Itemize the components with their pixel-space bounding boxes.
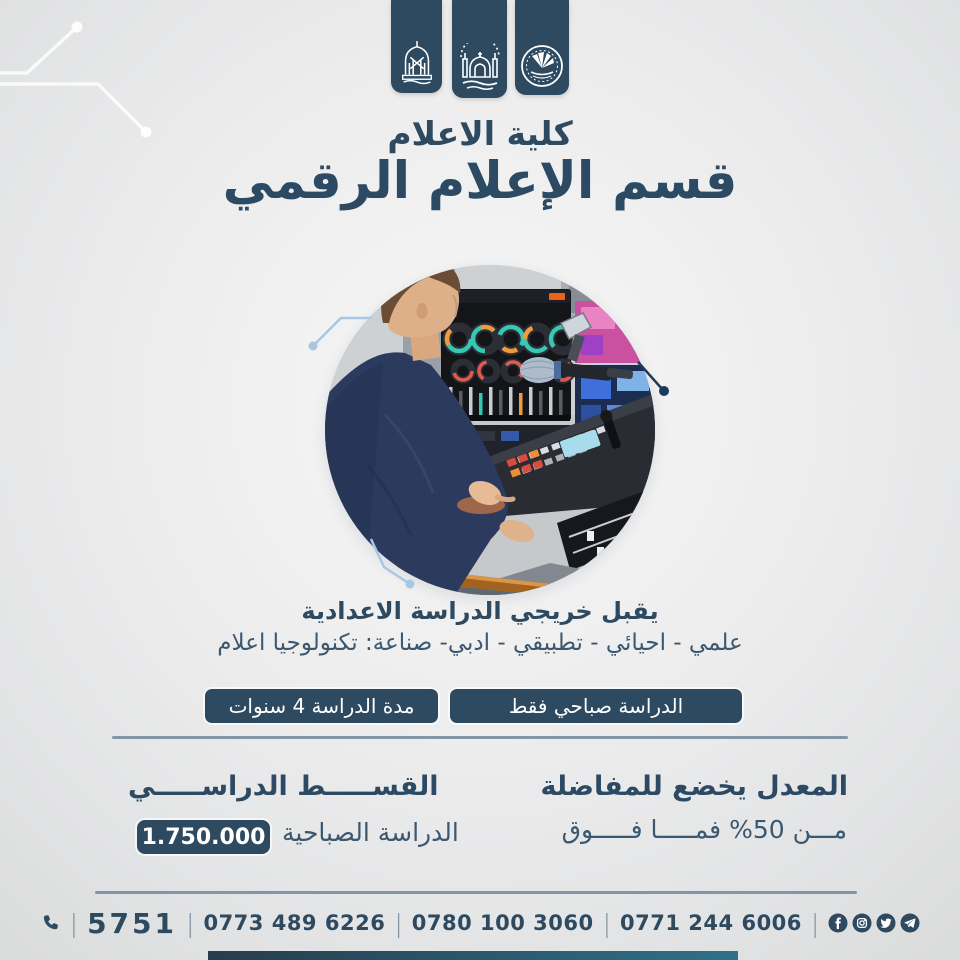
shrine-logo-icon (396, 40, 438, 86)
divider-top (112, 736, 848, 739)
gpa-title: المعدل يخضع للمفاضلة (540, 771, 848, 802)
badge-1 (391, 0, 442, 93)
contact-bar (0, 902, 960, 944)
mosque-logo-icon (457, 43, 503, 91)
department-title: قسم الإعلام الرقمي (222, 152, 738, 211)
phone-number-1: 0773 489 6226 (203, 911, 386, 935)
bottom-accent-bar (208, 951, 738, 960)
seal-logo-icon (520, 44, 564, 88)
admission-headline: يقبل خريجي الدراسة الاعدادية (301, 597, 659, 625)
separator: | (69, 908, 79, 938)
separator: | (394, 908, 403, 938)
college-title: كلية الاعلام (387, 114, 573, 153)
pill-morning-study-label: الدراسة صباحي فقط (508, 694, 684, 718)
badge-3 (515, 0, 569, 95)
tuition-amount: 1.750.000 (137, 820, 270, 854)
gpa-value: مـــن 50% فمـــــا فـــــوق (561, 815, 847, 844)
social-icons (828, 913, 920, 933)
divider-bottom (95, 891, 857, 894)
twitter-icon[interactable] (876, 913, 896, 933)
facebook-icon[interactable] (828, 913, 848, 933)
instagram-icon[interactable] (852, 913, 872, 933)
tuition-title: القســـــط الدراســـــي (128, 771, 439, 802)
pill-study-duration[interactable] (205, 689, 438, 723)
phone-number-2: 0780 100 3060 (411, 911, 594, 935)
phone-number-3: 0771 244 6006 (620, 911, 802, 935)
tuition-label: الدراسة الصباحية (282, 818, 459, 847)
badge-2 (452, 0, 507, 98)
separator: | (186, 908, 195, 938)
pill-study-duration-label: مدة الدراسة 4 سنوات (228, 694, 415, 718)
pill-morning-study[interactable] (450, 689, 742, 723)
separator: | (810, 908, 820, 938)
studio-photo (325, 265, 655, 595)
telegram-icon[interactable] (900, 913, 920, 933)
admission-branches: علمي - احيائي - تطبيقي - ادبي- صناعة: تكنولوجيا اعلام (217, 630, 743, 656)
hotline-number: 5751 (87, 906, 178, 940)
separator: | (602, 908, 612, 938)
phone-icon (40, 913, 61, 934)
